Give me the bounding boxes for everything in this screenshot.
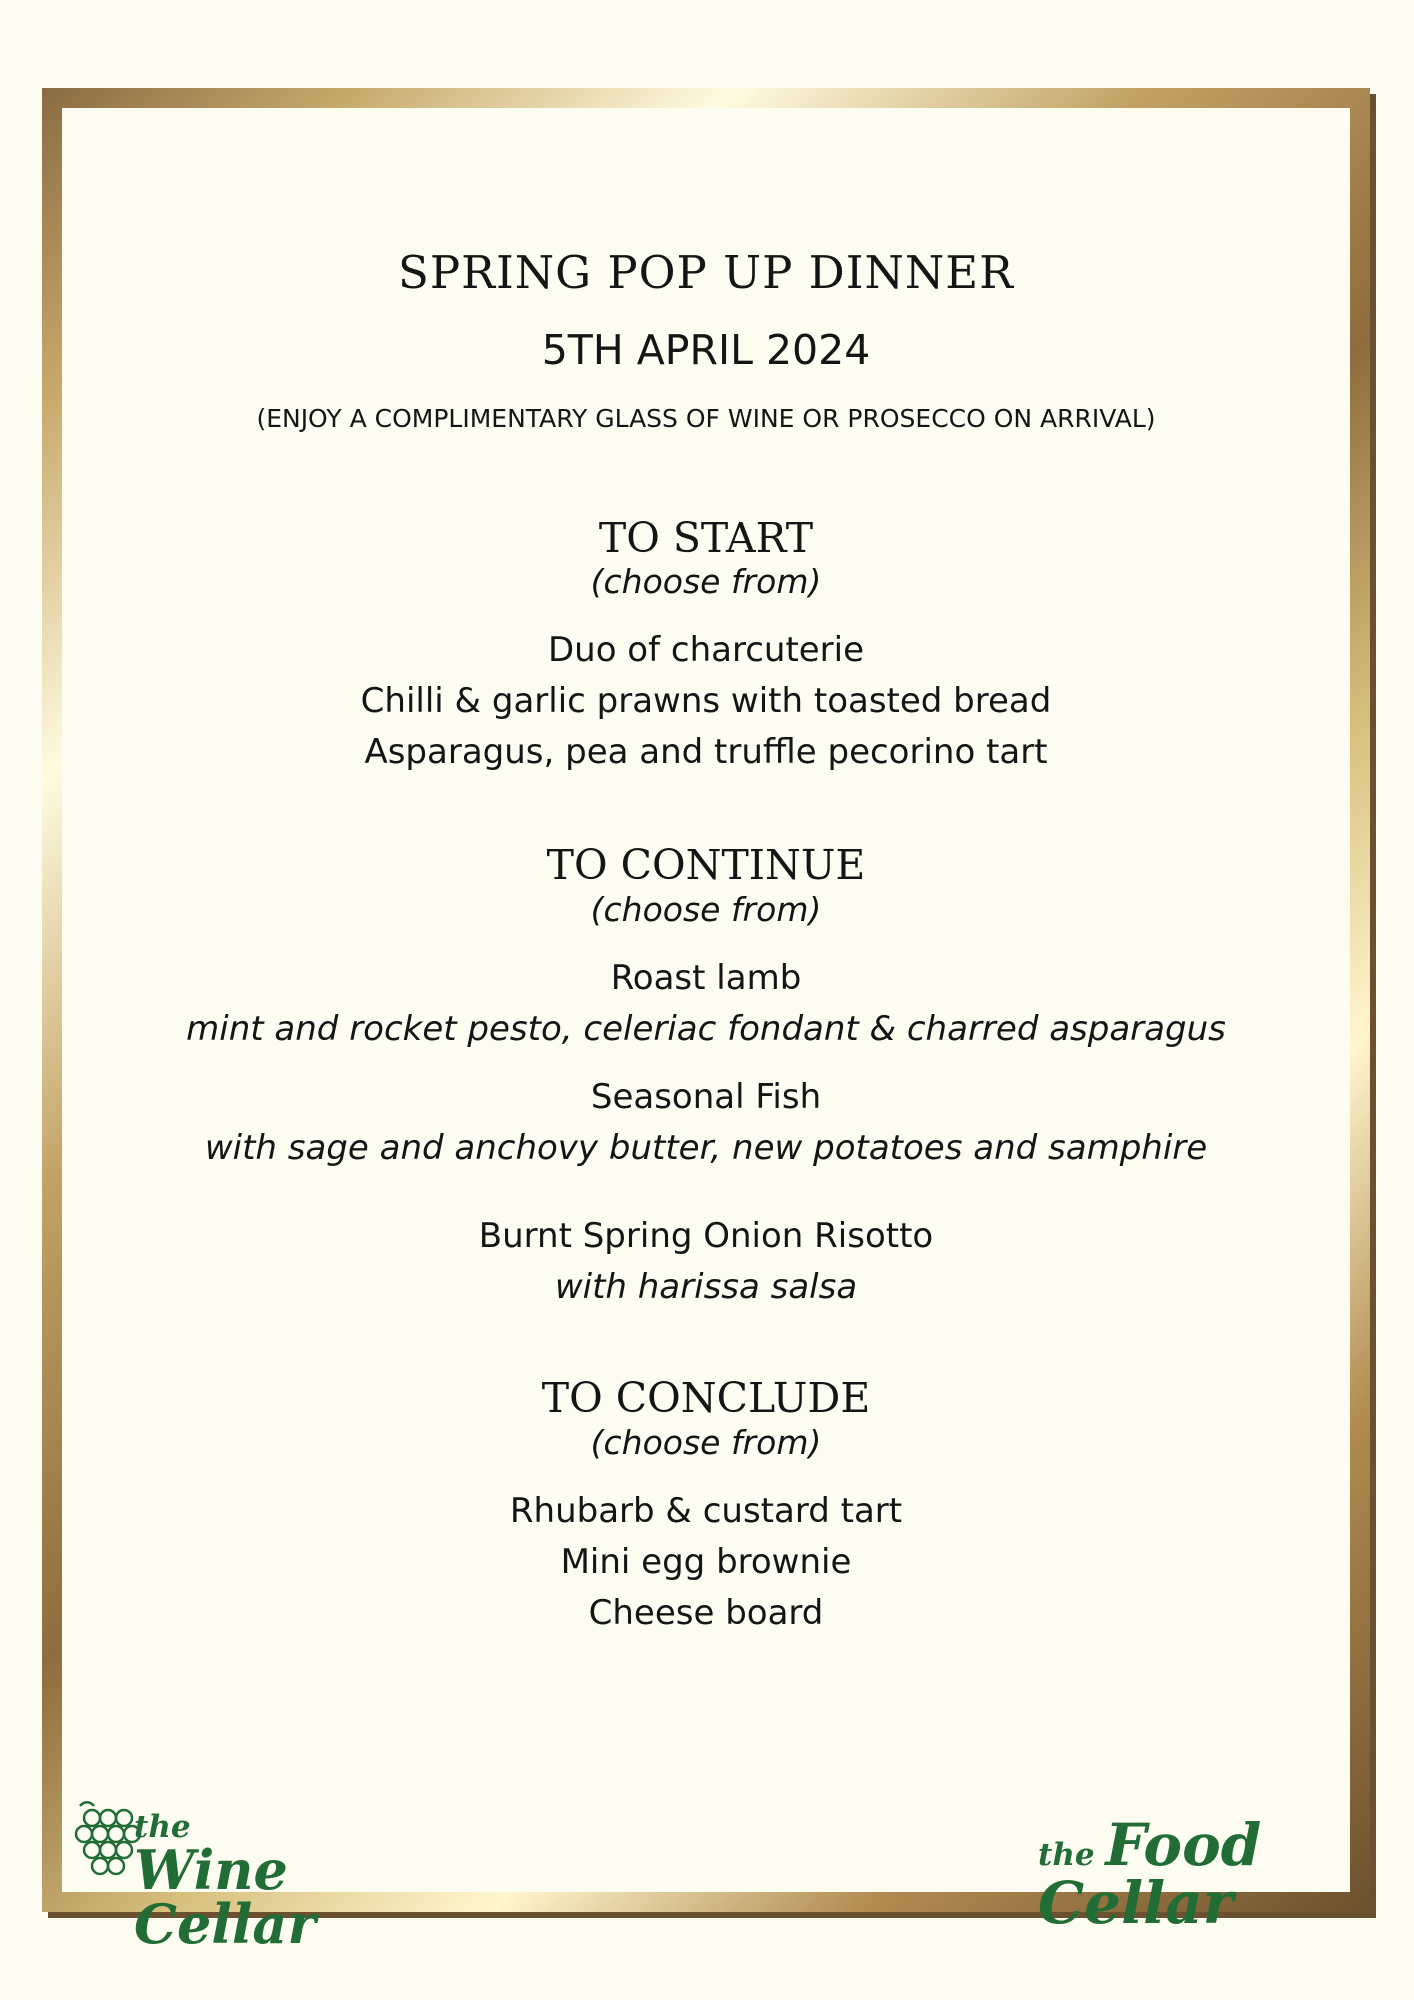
food-cellar-wordmark xyxy=(1038,1811,1338,1937)
dessert-item: Cheese board xyxy=(588,1593,824,1633)
main-item-description: with harissa salsa xyxy=(554,1267,858,1307)
dessert-item: Rhubarb & custard tart xyxy=(509,1491,903,1531)
dessert-heading: TO CONCLUDE xyxy=(541,1374,871,1422)
gold-frame xyxy=(42,88,1370,1912)
starter-heading: TO START xyxy=(598,514,814,562)
main-choose-note: (choose from) xyxy=(590,890,822,929)
starter-choose-note: (choose from) xyxy=(590,562,822,601)
main-item-description: mint and rocket pesto, celeriac fondant & charred asparagus xyxy=(186,1009,1226,1049)
starter-item: Duo of charcuterie xyxy=(547,630,865,670)
dessert-choose-note: (choose from) xyxy=(590,1423,822,1462)
starter-item: Asparagus, pea and truffle pecorino tart xyxy=(364,732,1048,772)
wine-cellar-wordmark xyxy=(134,1809,352,1956)
event-date: 5TH APRIL 2024 xyxy=(541,326,871,374)
main-heading: TO CONTINUE xyxy=(546,841,866,889)
menu-card xyxy=(62,108,1350,1892)
starter-item: Chilli & garlic prawns with toasted bread xyxy=(360,681,1052,721)
arrival-note: (ENJOY A COMPLIMENTARY GLASS OF WINE OR PROSECCO ON ARRIVAL) xyxy=(256,404,1156,433)
dessert-item: Mini egg brownie xyxy=(560,1542,852,1582)
wine-logo-prefix: the xyxy=(134,1809,191,1845)
food-logo-prefix: the xyxy=(1038,1837,1095,1873)
food-cellar-logo xyxy=(1038,1811,1338,1937)
main-item-name: Burnt Spring Onion Risotto xyxy=(478,1216,934,1256)
main-item-name: Roast lamb xyxy=(610,958,802,998)
wine-cellar-logo xyxy=(72,1788,352,1956)
menu-title: SPRING POP UP DINNER xyxy=(398,246,1014,299)
main-item-description: with sage and anchovy butter, new potatoes and samphire xyxy=(204,1128,1208,1168)
food-logo-name: Food Cellar xyxy=(1038,1811,1262,1937)
wine-logo-name: Wine Cellar xyxy=(134,1838,316,1956)
main-item-name: Seasonal Fish xyxy=(590,1077,822,1117)
